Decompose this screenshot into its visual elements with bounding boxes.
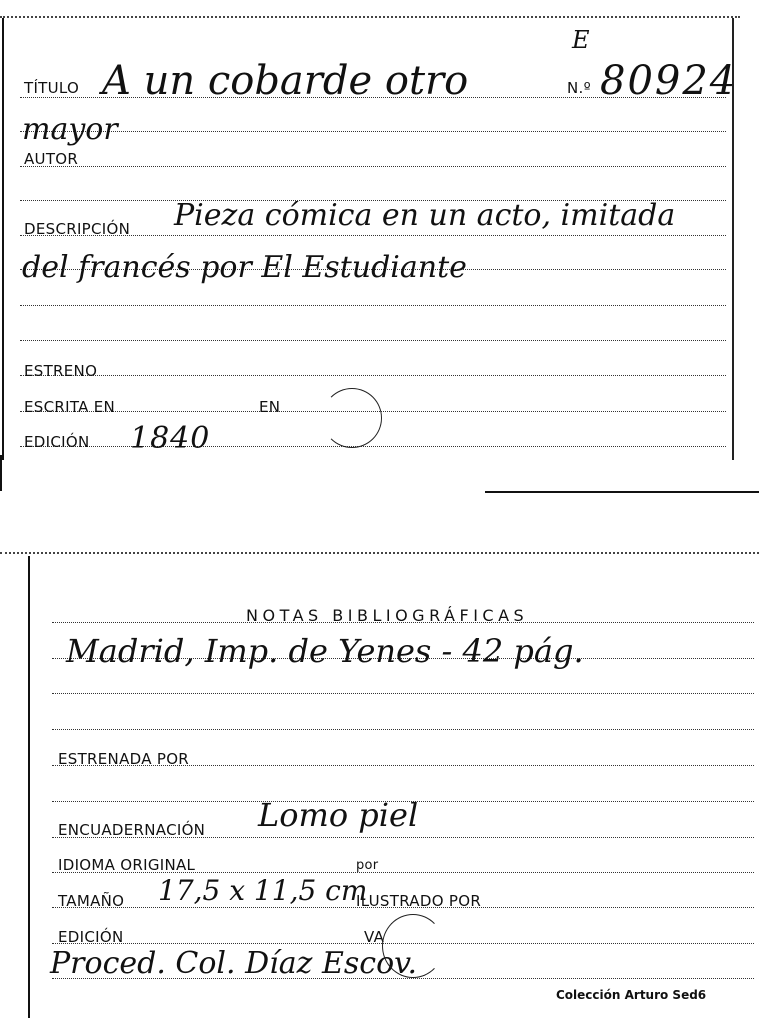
card-corner-right bbox=[485, 491, 759, 493]
catalog-card-back bbox=[28, 556, 758, 1018]
ruled-line bbox=[52, 693, 754, 694]
en-label: EN bbox=[259, 398, 281, 416]
tamano-label: TAMAÑO bbox=[58, 892, 125, 910]
autor-label: AUTOR bbox=[24, 150, 79, 168]
idioma-original-label: IDIOMA ORIGINAL bbox=[58, 856, 196, 874]
edicion-label-back: EDICIÓN bbox=[58, 928, 124, 946]
card-corner-left bbox=[0, 455, 2, 491]
ruled-line bbox=[20, 446, 726, 447]
va-label: VA bbox=[364, 928, 385, 946]
descripcion-label: DESCRIPCIÓN bbox=[24, 220, 131, 238]
ruled-line bbox=[20, 131, 726, 132]
escrita-en-label: ESCRITA EN bbox=[24, 398, 116, 416]
procedencia-value: Proced. Col. Díaz Escov. bbox=[50, 946, 418, 981]
notas-heading: NOTAS BIBLIOGRÁFICAS bbox=[246, 606, 529, 625]
ruled-line bbox=[20, 340, 726, 341]
por-label: por bbox=[356, 858, 379, 873]
ruled-line bbox=[20, 166, 726, 167]
numero-mark: E bbox=[572, 26, 590, 54]
descripcion-value-line2: del francés por El Estudiante bbox=[22, 250, 467, 285]
estrenada-por-label: ESTRENADA POR bbox=[58, 750, 190, 768]
edicion-label: EDICIÓN bbox=[24, 433, 90, 451]
ruled-line bbox=[20, 305, 726, 306]
encuadernacion-label: ENCUADERNACIÓN bbox=[58, 821, 206, 839]
estreno-label: ESTRENO bbox=[24, 362, 98, 380]
notas-value: Madrid, Imp. de Yenes - 42 pág. bbox=[66, 632, 584, 670]
titulo-value: A un cobarde otro bbox=[102, 58, 469, 104]
edicion-value: 1840 bbox=[130, 421, 211, 456]
descripcion-value-line1: Pieza cómica en un acto, imitada bbox=[174, 198, 676, 233]
numero-value: 80924 bbox=[600, 58, 738, 104]
stamp-circle bbox=[382, 914, 444, 978]
stamp-circle bbox=[322, 388, 382, 448]
ruled-line bbox=[52, 729, 754, 730]
collection-footer: Colección Arturo Sed6 bbox=[556, 988, 707, 1002]
titulo-label: TÍTULO bbox=[24, 79, 80, 97]
ilustrado-por-label: ILUSTRADO POR bbox=[356, 892, 482, 910]
ruled-line bbox=[20, 375, 726, 376]
numero-label: N.º bbox=[567, 79, 591, 97]
scan-edge-middle bbox=[0, 552, 759, 554]
tamano-value: 17,5 x 11,5 cm bbox=[158, 874, 368, 907]
encuadernacion-value: Lomo piel bbox=[258, 796, 419, 834]
catalog-card-front bbox=[2, 18, 738, 460]
titulo-value-continued: mayor bbox=[22, 112, 118, 147]
